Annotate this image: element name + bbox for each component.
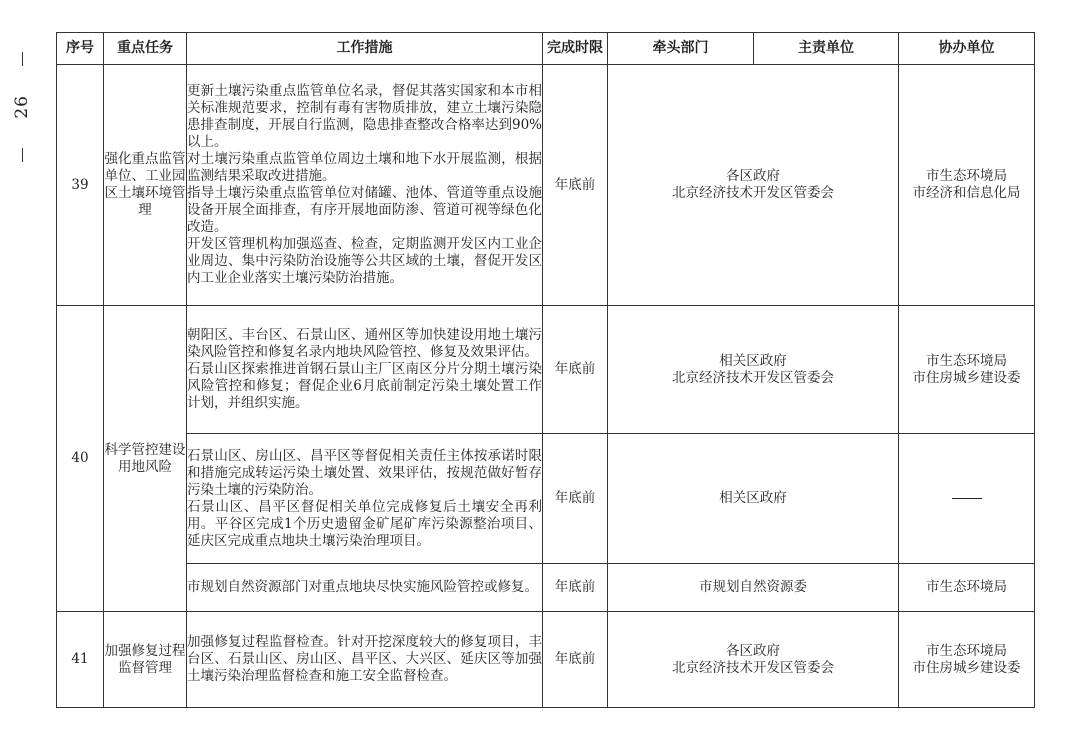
page-number-dash-bottom xyxy=(22,148,23,162)
deadline-cell: 年底前 xyxy=(543,434,608,564)
lead-responsible-cell xyxy=(608,612,899,708)
measures-cell xyxy=(187,612,543,708)
assist-cell xyxy=(899,564,1035,612)
measure-item: 市规划自然资源部门对重点地块尽快实施风险管控或修复。 xyxy=(187,579,538,595)
assist-unit: 市生态环境局 xyxy=(926,168,1007,184)
header-task: 重点任务 xyxy=(104,33,187,65)
measure-item: 更新土壤污染重点监管单位名录，督促其落实国家和本市相关标准规范要求，控制有毒有害物质排放，建立土壤污染隐患排查制度，开展自行监测，隐患排查整改合格率达到90%以上。 xyxy=(187,83,542,150)
assist-unit: 市生态环境局 xyxy=(926,352,1007,369)
empty-dash xyxy=(952,498,982,499)
measures-cell xyxy=(187,306,543,434)
seq-cell: 40 xyxy=(57,306,104,612)
assist-cell xyxy=(899,612,1035,708)
measure-item: 石景山区、昌平区督促相关单位完成修复后土壤安全再利用。平谷区完成1个历史遗留金矿尾矿库污染源整治项目、延庆区完成重点地块土壤污染治理项目。 xyxy=(187,498,542,549)
measure-item: 对土壤污染重点监管单位周边土壤和地下水开展监测，根据监测结果采取改进措施。 xyxy=(187,151,542,184)
measures-cell xyxy=(187,65,543,306)
task-table xyxy=(56,32,1035,708)
measure-item: 石景山区、房山区、昌平区等督促相关责任主体按承诺时限和措施完成转运污染土壤处置、效果评估，按规范做好暂存污染土壤的污染防治。 xyxy=(187,447,542,498)
lead-unit: 市规划自然资源委 xyxy=(699,579,807,595)
measure-item: 开发区管理机构加强巡查、检查，定期监测开发区内工业企业周边、集中污染防治设施等公共区域的土壤，督促开发区内工业企业落实土壤污染防治措施。 xyxy=(187,236,542,286)
measure-item: 加强修复过程监督检查。针对开挖深度较大的修复项目，丰台区、石景山区、房山区、昌平区、大兴区、延庆区等加强土壤污染治理监督检查和施工安全监督检查。 xyxy=(187,634,542,684)
header-lead: 牵头部门 xyxy=(608,33,754,65)
header-seq: 序号 xyxy=(57,33,104,65)
seq-cell: 41 xyxy=(57,612,104,708)
page-number xyxy=(10,52,34,162)
assist-unit: 市生态环境局 xyxy=(926,579,1007,595)
measure-item: 朝阳区、丰台区、石景山区、通州区等加快建设用地土壤污染风险管控和修复名录内地块风险管控、修复及效果评估。 xyxy=(187,327,542,360)
header-responsible: 主责单位 xyxy=(754,33,899,65)
assist-unit: 市住房城乡建设委 xyxy=(912,369,1021,386)
page-number-dash-top xyxy=(22,52,23,66)
lead-unit: 北京经济技术开发区管委会 xyxy=(672,369,834,386)
lead-unit: 相关区政府 xyxy=(719,490,787,506)
assist-unit: 市生态环境局 xyxy=(926,642,1007,659)
lead-unit: 相关区政府 xyxy=(719,352,787,369)
assist-cell xyxy=(899,306,1035,434)
task-cell: 加强修复过程监督管理 xyxy=(104,612,187,708)
table-header-row xyxy=(57,33,1035,65)
assist-cell xyxy=(899,434,1035,564)
lead-responsible-cell xyxy=(608,564,899,612)
assist-cell xyxy=(899,65,1035,306)
lead-unit: 各区政府 xyxy=(726,642,780,659)
header-deadline: 完成时限 xyxy=(543,33,608,65)
lead-unit: 各区政府 xyxy=(726,168,780,184)
table-row-40-b xyxy=(57,434,1035,564)
table-row-40-a xyxy=(57,306,1035,434)
table-row-41 xyxy=(57,612,1035,708)
deadline-cell: 年底前 xyxy=(543,612,608,708)
lead-responsible-cell xyxy=(608,434,899,564)
page-number-value: 26 xyxy=(12,95,32,119)
assist-unit: 市经济和信息化局 xyxy=(912,185,1021,201)
lead-responsible-cell xyxy=(608,65,899,306)
deadline-cell: 年底前 xyxy=(543,564,608,612)
lead-unit: 北京经济技术开发区管委会 xyxy=(672,185,834,201)
deadline-cell: 年底前 xyxy=(543,306,608,434)
assist-unit: 市住房城乡建设委 xyxy=(912,659,1021,676)
seq-cell: 39 xyxy=(57,65,104,306)
header-assist: 协办单位 xyxy=(899,33,1035,65)
header-measures: 工作措施 xyxy=(187,33,543,65)
measure-item: 指导土壤污染重点监管单位对储罐、池体、管道等重点设施设备开展全面排查，有序开展地面防渗、管道可视等绿色化改造。 xyxy=(187,185,542,235)
lead-unit: 北京经济技术开发区管委会 xyxy=(672,659,834,676)
measures-cell xyxy=(187,434,543,564)
deadline-cell: 年底前 xyxy=(543,65,608,306)
table-row-40-c xyxy=(57,564,1035,612)
task-cell: 科学管控建设用地风险 xyxy=(104,306,187,612)
measures-cell xyxy=(187,564,543,612)
table-row-39 xyxy=(57,65,1035,306)
task-cell: 强化重点监管单位、工业园区土壤环境管理 xyxy=(104,65,187,306)
lead-responsible-cell xyxy=(608,306,899,434)
measure-item: 石景山区探索推进首钢石景山主厂区南区分片分期土壤污染风险管控和修复；督促企业6月底前制定污染土壤处置工作计划，并组织实施。 xyxy=(187,361,542,411)
